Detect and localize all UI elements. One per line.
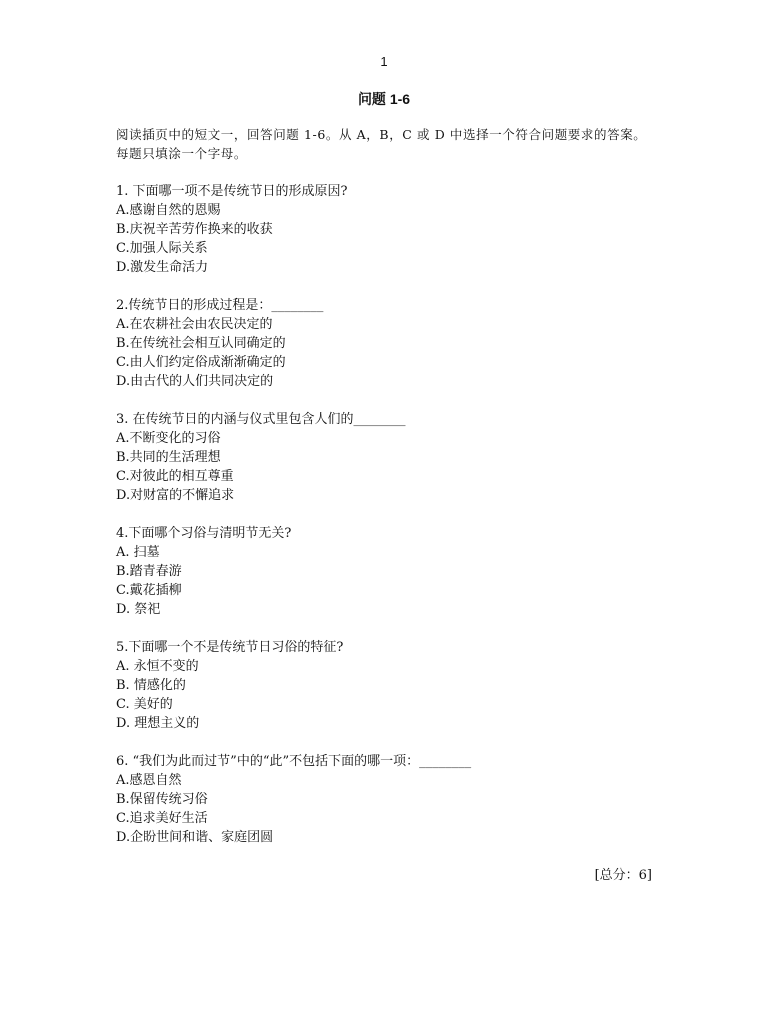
option-c: C.戴花插柳 [116,583,182,598]
option-d: D.企盼世间和谐、家庭团圆 [116,830,274,845]
question-text: 2.传统节日的形成过程是：________ [116,298,324,313]
option-d: D.由古代的人们共同决定的 [116,374,274,389]
option-b: B.庆祝辛苦劳作换来的收获 [116,222,273,237]
option-a: A.感恩自然 [116,773,182,788]
option-b: B.在传统社会相互认同确定的 [116,336,286,351]
option-b: B.踏青春游 [116,564,182,579]
question-text: 5.下面哪一个不是传统节日习俗的特征? [116,640,344,655]
option-a: A.感谢自然的恩赐 [116,203,221,218]
question-3 [116,410,676,505]
option-a: A. 永恒不变的 [116,659,199,674]
option-d: D.激发生命活力 [116,260,209,275]
option-b: B.共同的生活理想 [116,450,221,465]
option-b: B. 情感化的 [116,678,186,693]
section-title: 问题 1-6 [357,91,411,107]
option-c: C.由人们约定俗成渐渐确定的 [116,355,286,370]
option-a: A. 扫墓 [116,545,160,560]
question-text: 6. “我们为此而过节”中的“此”不包括下面的哪一项：________ [116,754,472,769]
page-number: 1 [380,54,388,69]
question-list [116,182,676,866]
option-c: C.对彼此的相互尊重 [116,469,234,484]
question-2 [116,296,676,391]
question-text: 4.下面哪个习俗与清明节无关? [116,526,292,541]
option-d: D. 祭祀 [116,602,161,617]
question-text: 3. 在传统节日的内涵与仪式里包含人们的________ [116,412,406,427]
option-a: A.在农耕社会由农民决定的 [116,317,273,332]
question-5 [116,638,676,733]
question-6 [116,752,676,847]
question-text: 1. 下面哪一项不是传统节日的形成原因? [116,184,348,199]
total-score: [总分：6] [594,868,652,883]
instructions-text: 阅读插页中的短文一，回答问题 1-6。从 A，B，C 或 D 中选择一个符合问题要求的答案。每题只填涂一个字母。 [116,127,647,161]
option-d: D. 理想主义的 [116,716,200,731]
question-1 [116,182,676,277]
option-a: A.不断变化的习俗 [116,431,221,446]
question-4 [116,524,676,619]
option-c: C. 美好的 [116,697,173,712]
option-c: C.加强人际关系 [116,241,208,256]
option-b: B.保留传统习俗 [116,792,208,807]
option-d: D.对财富的不懈追求 [116,488,235,503]
option-c: C.追求美好生活 [116,811,208,826]
